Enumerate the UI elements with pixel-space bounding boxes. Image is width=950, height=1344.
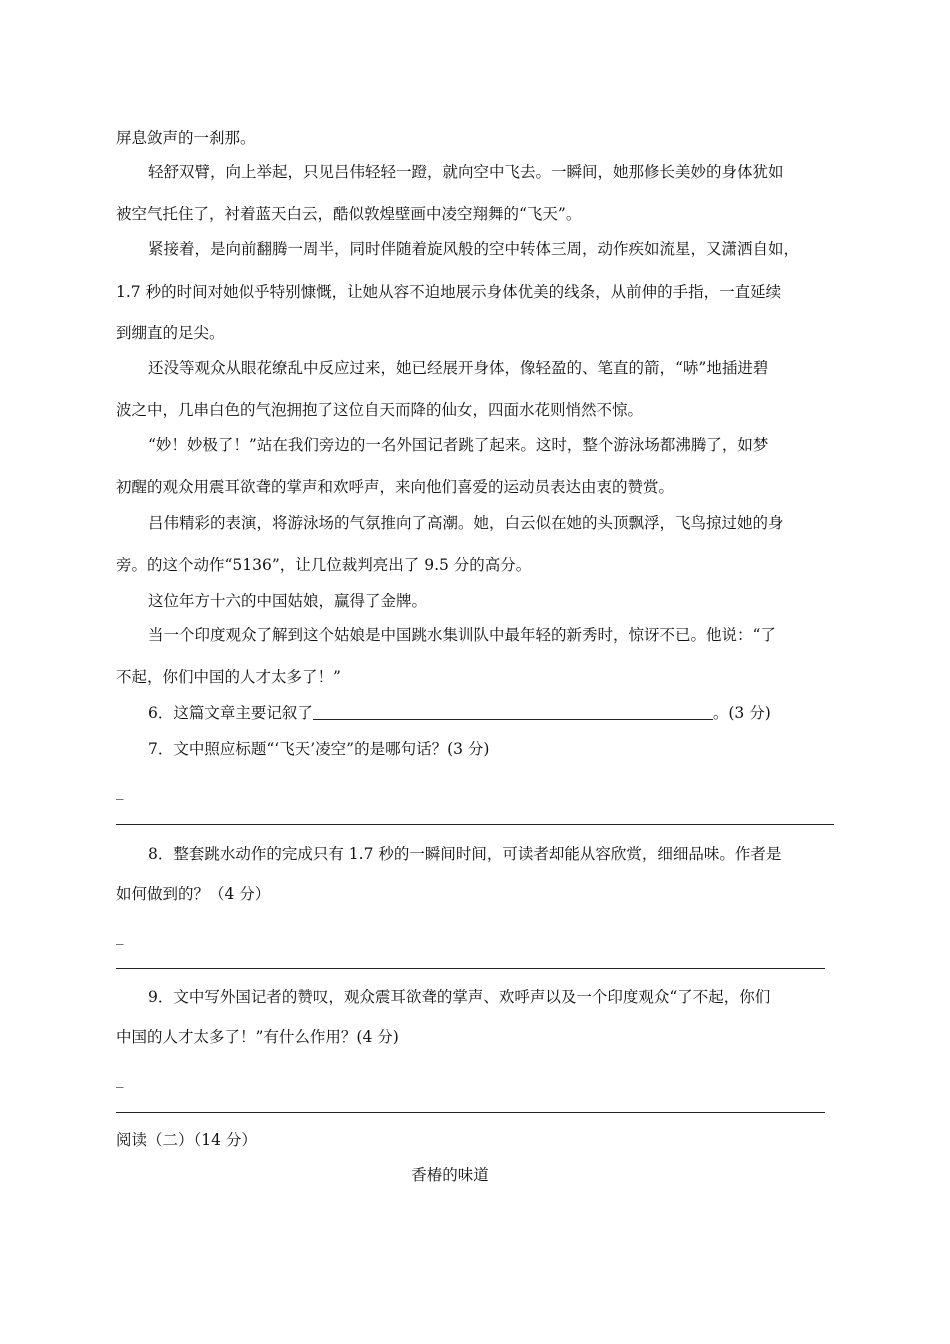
passage-line: 当一个印度观众了解到这个姑娘是中国跳水集训队中最年轻的新秀时，惊讶不已。他说：“了	[148, 626, 776, 644]
answer-dash: _	[116, 1070, 124, 1088]
answer-blank-6[interactable]	[313, 703, 713, 720]
question-9-cont: 中国的人才太多了！”有什么作用？(4 分)	[116, 1028, 399, 1046]
question-7: 7．文中照应标题“‘飞天’凌空”的是哪句话？(3 分)	[148, 740, 490, 758]
passage-line: 波之中，几串白色的气泡拥抱了这位自天而降的仙女，四面水花则悄然不惊。	[116, 401, 644, 419]
question-9: 9．文中写外国记者的赞叹，观众震耳欲聋的掌声、欢呼声以及一个印度观众“了不起，你们	[148, 988, 771, 1006]
answer-dash: _	[116, 782, 124, 800]
question-6-prefix: 6．这篇文章主要记叙了	[148, 704, 313, 722]
passage-line: “妙！妙极了！”站在我们旁边的一名外国记者跳了起来。这时，整个游泳场都沸腾了，如梦	[148, 436, 769, 454]
passage-line: 紧接着，是向前翻腾一周半，同时伴随着旋风般的空中转体三周，动作疾如流星，又潇洒自如，	[148, 240, 800, 258]
answer-line-9[interactable]	[116, 1112, 825, 1113]
answer-line-8[interactable]	[116, 968, 825, 969]
passage-line: 旁。的这个动作“5136”，让几位裁判亮出了 9.5 分的高分。	[116, 556, 532, 574]
passage-line: 初醒的观众用震耳欲聋的掌声和欢呼声，来向他们喜爱的运动员表达由衷的赞赏。	[116, 478, 675, 496]
passage-line: 1.7 秒的时间对她似乎特别慷慨，让她从容不迫地展示身体优美的线条，从前伸的手指，一直延续	[116, 283, 782, 301]
passage-line: 吕伟精彩的表演，将游泳场的气氛推向了高潮。她，白云似在她的头顶飘浮，飞鸟掠过她的身	[148, 514, 784, 532]
answer-dash: _	[116, 927, 124, 945]
section-heading: 阅读（二）（14 分）	[116, 1131, 257, 1149]
answer-line-7[interactable]	[116, 824, 834, 825]
article-title: 香椿的味道	[411, 1166, 489, 1184]
passage-line: 还没等观众从眼花缭乱中反应过来，她已经展开身体，像轻盈的、笔直的箭，“哧”地插进碧	[148, 359, 769, 377]
question-6-suffix: 。(3 分)	[712, 704, 771, 722]
passage-line: 这位年方十六的中国姑娘，赢得了金牌。	[148, 592, 428, 610]
question-6	[148, 703, 771, 723]
passage-line: 轻舒双臂，向上举起，只见吕伟轻轻一蹬，就向空中飞去。一瞬间，她那修长美妙的身体犹如	[148, 163, 784, 181]
passage-line: 不起，你们中国的人才太多了！”	[116, 668, 341, 686]
passage-line: 被空气托住了，衬着蓝天白云，酷似敦煌壁画中凌空翔舞的“飞天”。	[116, 205, 582, 223]
question-8: 8．整套跳水动作的完成只有 1.7 秒的一瞬间时间，可读者却能从容欣赏，细细品味。作者是	[148, 845, 782, 863]
passage-line: 屏息敛声的一刹那。	[116, 129, 256, 147]
passage-line: 到绷直的足尖。	[116, 324, 225, 342]
question-8-cont: 如何做到的？（4 分）	[116, 885, 271, 903]
